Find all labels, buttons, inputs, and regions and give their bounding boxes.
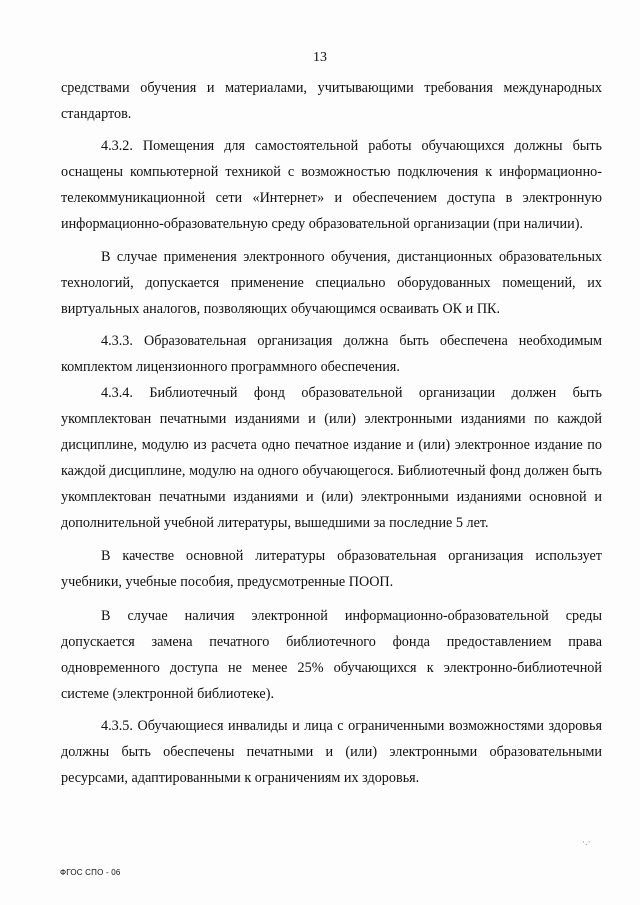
paragraph-4-3-3: 4.3.3. Образовательная организация должна быть обеспечена необходимым комплектом лицензионного программного обеспечения. [61, 333, 602, 376]
document-body [61, 76, 602, 792]
paragraph-4-3-4: 4.3.4. Библиотечный фонд образовательной организации должен быть укомплектован печатными изданиями и (или) электронными изданиями по каждой дисциплине, модулю из расчета одно печатное издание и (или) электронное издание по каждой дисциплине, модулю на одного обучающегося. Библиотечный фонд должен быть укомплектован печатными изданиями и (или) электронными изданиями основной и дополнительной учебной литературы, вышедшими за последние 5 лет. [61, 384, 602, 531]
paragraph-electronic-library: В случае наличия электронной информационно-образовательной среды допускается замена печатного библиотечного фонда предоставлением права одновременного доступа не менее 25% обучающихся к электронно-библиотечной системе (электронной библиотеке). [61, 608, 602, 702]
scan-mark: ·.· [582, 838, 591, 848]
paragraph-4-3-2: 4.3.2. Помещения для самостоятельной работы обучающихся должны быть оснащены компьютерной техникой с возможностью подключения к информационно-телекоммуникационной сети «Интернет» и обеспечением доступа в электронную информационно-образовательную среду образовательной организации (при наличии). [61, 137, 602, 232]
paragraph-4-3-5: 4.3.5. Обучающиеся инвалиды и лица с ограниченными возможностями здоровья должны быть обеспечены печатными и (или) электронными образовательными ресурсами, адаптированными к ограничениям их здоровья. [61, 717, 602, 786]
paragraph-e-learning: В случае применения электронного обучения, дистанционных образовательных технологий, допускается применение специально оборудованных помещений, их виртуальных аналогов, позволяющих обучающимся осваивать ОК и ПК. [61, 249, 602, 318]
paragraph-standards-continuation: средствами обучения и материалами, учитывающими требования международных стандартов. [61, 80, 602, 122]
page-footer: ФГОС СПО - 06 [60, 868, 121, 877]
paragraph-main-literature: В качестве основной литературы образовательная организация использует учебники, учебные пособия, предусмотренные ПООП. [61, 548, 602, 591]
page-number: 13 [313, 50, 327, 65]
